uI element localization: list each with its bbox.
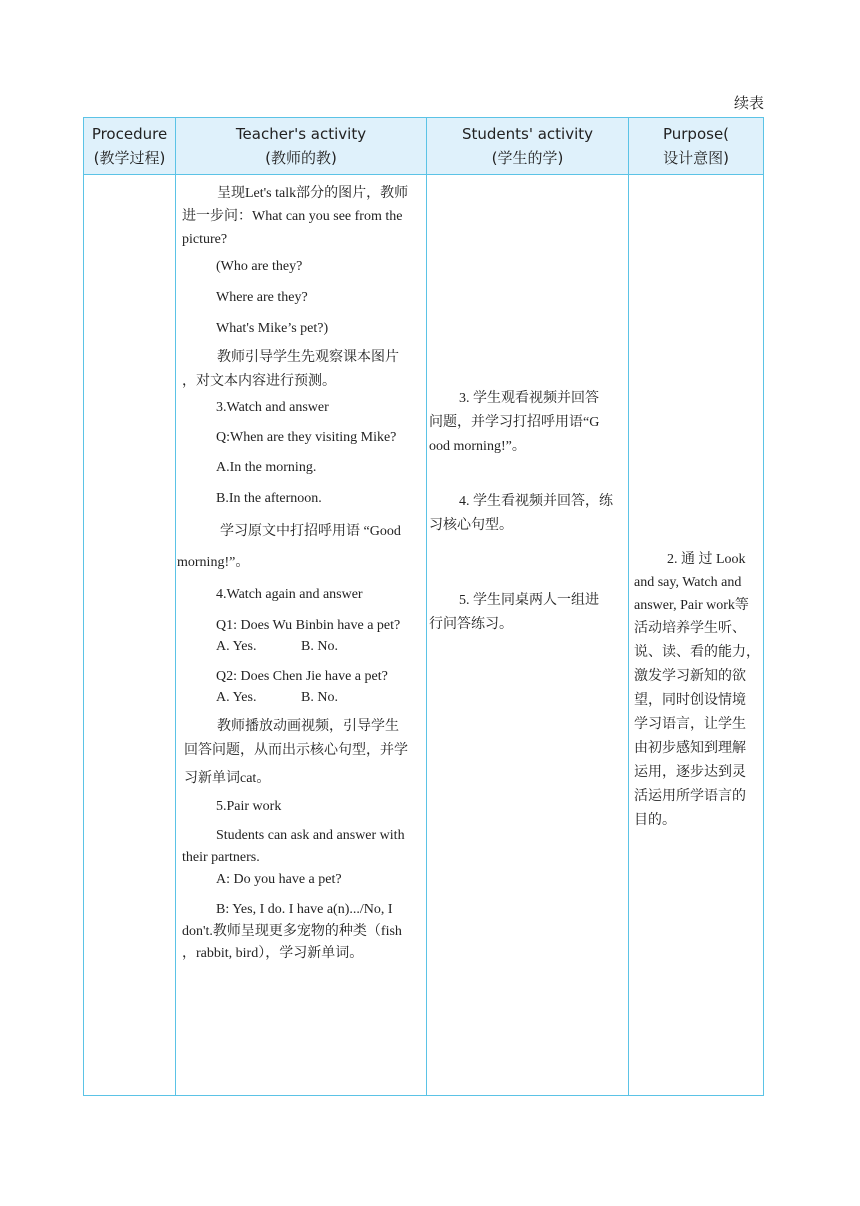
header-procedure-zh: (教学过程) xyxy=(93,149,166,167)
teacher-text: Students can ask and answer with xyxy=(216,828,405,843)
header-procedure xyxy=(84,118,175,174)
students-text: 问题，并学习打招呼用语“G xyxy=(429,415,600,430)
purpose-text: answer, Pair work等 xyxy=(634,598,749,613)
teacher-text: Q:When are they visiting Mike? xyxy=(216,430,397,445)
teacher-text: Q2: Does Chen Jie have a pet? xyxy=(216,669,388,684)
students-text: 行问答练习。 xyxy=(429,617,513,632)
purpose-text: and say, Watch and xyxy=(634,575,742,590)
purpose-text: 学习语言，让学生 xyxy=(634,717,746,732)
header-purpose xyxy=(629,118,763,174)
teacher-text: 回答问题，从而出示核心句型，并学 xyxy=(184,743,408,758)
students-text: 5. 学生同桌两人一组进 xyxy=(459,593,599,608)
header-teacher-zh: (教师的教) xyxy=(265,149,337,167)
purpose-text: 活运用所学语言的 xyxy=(634,789,746,804)
teacher-text: their partners. xyxy=(182,850,260,865)
teacher-text: B. No. xyxy=(301,639,338,654)
teacher-text: A. Yes. xyxy=(216,690,257,705)
header-purpose-zh: 设计意图) xyxy=(663,149,729,167)
purpose-cell xyxy=(629,175,763,1075)
teacher-text: B. No. xyxy=(301,690,338,705)
teacher-text: don't.教师呈现更多宠物的种类（fish xyxy=(182,924,402,939)
teacher-text: B: Yes, I do. I have a(n).../No, I xyxy=(216,902,393,917)
teacher-text: picture? xyxy=(182,232,228,247)
table-header xyxy=(84,118,763,175)
teacher-text: 教师播放动画视频，引导学生 xyxy=(217,719,399,734)
students-activity-cell xyxy=(427,175,628,1075)
purpose-text: 由初步感知到理解 xyxy=(634,741,746,756)
teacher-text: A: Do you have a pet? xyxy=(216,872,342,887)
teacher-text: 教师引导学生先观察课本图片 xyxy=(217,350,399,365)
teacher-text: ，对文本内容进行预测。 xyxy=(182,374,336,389)
header-students-zh: (学生的学) xyxy=(491,149,564,167)
purpose-text: 目的。 xyxy=(634,813,676,828)
purpose-text: 活动培养学生听、 xyxy=(634,621,746,636)
students-text: 3. 学生观看视频并回答 xyxy=(459,391,599,406)
students-text: ood morning!”。 xyxy=(429,439,526,454)
header-students xyxy=(427,118,628,174)
teacher-text: Where are they? xyxy=(216,290,308,305)
purpose-text: 激发学习新知的欲 xyxy=(634,669,746,684)
teacher-text: A.In the morning. xyxy=(216,460,317,475)
teacher-text: 习新单词cat。 xyxy=(184,771,271,786)
teacher-text: Q1: Does Wu Binbin have a pet? xyxy=(216,618,401,633)
teacher-text: 4.Watch again and answer xyxy=(216,587,363,602)
teacher-text: B.In the afternoon. xyxy=(216,491,322,506)
header-students-en: Students' activity xyxy=(461,125,594,143)
students-text: 4. 学生看视频并回答，练 xyxy=(459,494,613,509)
teacher-activity-cell xyxy=(84,175,427,1075)
teacher-text: morning!”。 xyxy=(177,555,250,570)
teacher-text: A. Yes. xyxy=(216,639,257,654)
teacher-text: 进一步问：What can you see from the xyxy=(182,209,403,224)
purpose-text: 2. 通 过 Look xyxy=(667,552,746,567)
header-teacher-en: Teacher's activity xyxy=(235,125,367,143)
teacher-text: 学习原文中打招呼用语 “Good xyxy=(220,524,401,539)
purpose-text: 运用，逐步达到灵 xyxy=(634,765,746,780)
continued-label: 续表 xyxy=(733,94,764,112)
teacher-text: What's Mike’s pet?) xyxy=(216,321,329,336)
header-teacher xyxy=(176,118,426,174)
header-procedure-en: Procedure xyxy=(91,125,168,143)
purpose-text: 望，同时创设情境 xyxy=(634,693,746,708)
header-purpose-en: Purpose( xyxy=(662,125,730,143)
teacher-text: 3.Watch and answer xyxy=(216,400,329,415)
students-text: 习核心句型。 xyxy=(429,518,513,533)
purpose-text: 说、读、看的能力， xyxy=(634,645,760,660)
teacher-text: 呈现Let's talk部分的图片，教师 xyxy=(217,186,409,201)
lesson-procedure-table xyxy=(83,117,764,1096)
teacher-text: (Who are they? xyxy=(216,259,303,274)
teacher-text: 5.Pair work xyxy=(216,799,282,814)
teacher-text: ，rabbit, bird），学习新单词。 xyxy=(182,946,364,961)
